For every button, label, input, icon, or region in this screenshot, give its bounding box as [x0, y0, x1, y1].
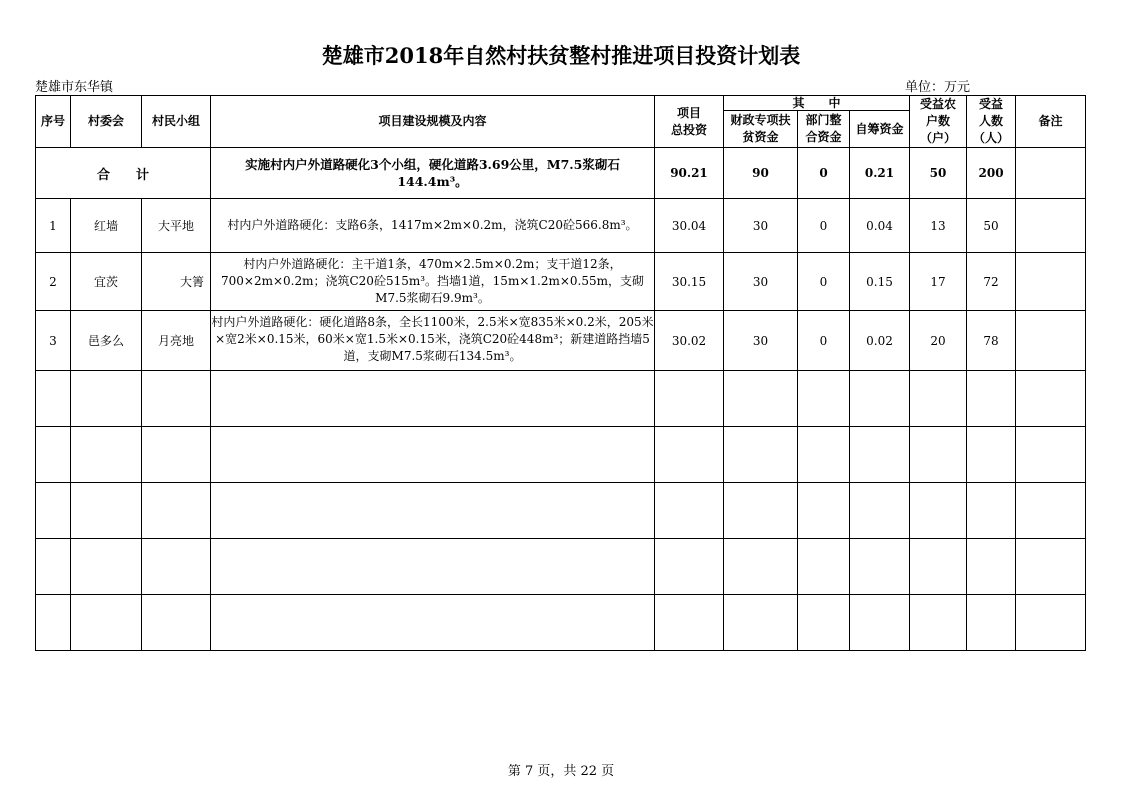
row-seq: 3 — [36, 311, 71, 371]
row-dept: 0 — [798, 311, 850, 371]
row-remark — [1016, 253, 1086, 311]
total-people: 200 — [967, 148, 1016, 199]
row-households: 20 — [910, 311, 967, 371]
row-fiscal: 30 — [724, 199, 798, 253]
row-remark — [1016, 199, 1086, 253]
total-content: 实施村内户外道路硬化3个小组，硬化道路3.69公里，M7.5浆砌石144.4m³。 — [211, 148, 655, 199]
row-total: 30.15 — [655, 253, 724, 311]
empty-row — [36, 427, 1086, 483]
row-people: 50 — [967, 199, 1016, 253]
header-among: 其 中 — [724, 96, 910, 111]
row-total: 30.04 — [655, 199, 724, 253]
empty-row — [36, 595, 1086, 651]
table-row — [36, 199, 1086, 253]
header-self: 自筹资金 — [850, 111, 910, 148]
row-content: 村内户外道路硬化：支路6条，1417m×2m×0.2m，浇筑C20砼566.8m³。 — [211, 199, 655, 253]
unit-label: 单位：万元 — [905, 80, 971, 95]
row-people: 72 — [967, 253, 1016, 311]
total-households: 50 — [910, 148, 967, 199]
row-dept: 0 — [798, 253, 850, 311]
empty-row — [36, 483, 1086, 539]
total-investment: 90.21 — [655, 148, 724, 199]
total-remark — [1016, 148, 1086, 199]
total-row — [36, 148, 1086, 199]
total-self: 0.21 — [850, 148, 910, 199]
header-content: 项目建设规模及内容 — [211, 96, 655, 148]
total-fiscal: 90 — [724, 148, 798, 199]
town-label: 楚雄市东华镇 — [35, 80, 114, 95]
row-households: 17 — [910, 253, 967, 311]
investment-plan-table — [35, 95, 1086, 651]
empty-row — [36, 371, 1086, 427]
row-seq: 2 — [36, 253, 71, 311]
page-footer: 第 7 页，共 22 页 — [507, 764, 615, 779]
row-group: 大箐 — [142, 253, 211, 311]
row-group: 月亮地 — [142, 311, 211, 371]
row-people: 78 — [967, 311, 1016, 371]
header-group: 村民小组 — [142, 96, 211, 148]
row-fiscal: 30 — [724, 311, 798, 371]
row-total: 30.02 — [655, 311, 724, 371]
header-remark: 备注 — [1016, 96, 1086, 148]
row-group: 大平地 — [142, 199, 211, 253]
page-title: 楚雄市2018年自然村扶贫整村推进项目投资计划表 — [321, 43, 801, 68]
row-dept: 0 — [798, 199, 850, 253]
header-people: 受益 人数 （人） — [967, 96, 1016, 148]
row-committee: 宜茨 — [71, 253, 142, 311]
header-fiscal: 财政专项扶 贫资金 — [724, 111, 798, 148]
row-seq: 1 — [36, 199, 71, 253]
header-seq: 序号 — [36, 96, 71, 148]
row-self: 0.04 — [850, 199, 910, 253]
total-dept: 0 — [798, 148, 850, 199]
row-remark — [1016, 311, 1086, 371]
row-fiscal: 30 — [724, 253, 798, 311]
row-content: 村内户外道路硬化：硬化道路8条，全长1100米，2.5米×宽835米×0.2米，205米×宽2米×0.15米，60米×宽1.5米×0.15米，浇筑C20砼448m³；新建道路挡墙5道，支砌M7.5浆砌石134.5m³。 — [211, 311, 655, 371]
table-row — [36, 311, 1086, 371]
header-total: 项目 总投资 — [655, 96, 724, 148]
row-committee: 邑多么 — [71, 311, 142, 371]
row-self: 0.02 — [850, 311, 910, 371]
header-households: 受益农 户数 （户） — [910, 96, 967, 148]
total-label: 合 计 — [36, 148, 211, 199]
row-self: 0.15 — [850, 253, 910, 311]
row-content: 村内户外道路硬化：主干道1条，470m×2.5m×0.2m；支干道12条，700×2m×0.2m；浇筑C20砼515m³。挡墙1道，15m×1.2m×0.55m，支砌M7.5浆砌石9.9m³。 — [211, 253, 655, 311]
header-committee: 村委会 — [71, 96, 142, 148]
header-dept: 部门整 合资金 — [798, 111, 850, 148]
table-row — [36, 253, 1086, 311]
empty-row — [36, 539, 1086, 595]
row-households: 13 — [910, 199, 967, 253]
row-committee: 红墙 — [71, 199, 142, 253]
